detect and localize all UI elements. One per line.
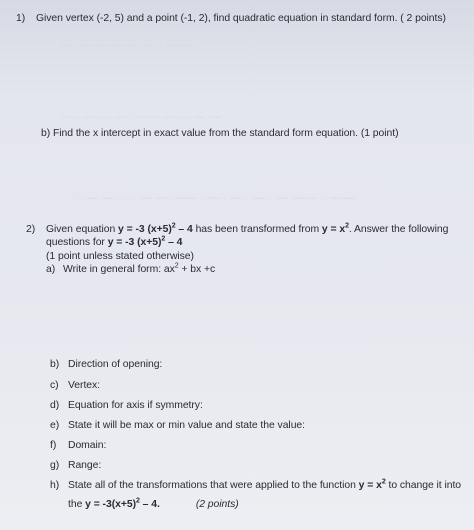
part-text: Direction of opening:: [68, 359, 163, 370]
question-number: 1): [16, 13, 26, 24]
given-equation: y = -3 $(x+5)^2 - 4$: [118, 222, 193, 235]
parent-function: $y = x^2$: [358, 478, 386, 491]
part-text: Write in general form: $ax^2$ + bx +c: [63, 262, 216, 275]
part-text: Range:: [68, 460, 102, 471]
question-number: 2): [26, 224, 36, 235]
given-equation: y = -3 $(x+5)^2 - 4$: [107, 235, 183, 248]
part-marker: f): [50, 440, 57, 451]
bleed-through-text: ·· — ·—·· ···· ·— —·· ·—— · ·—·· — ·· ·—·· ·— ·—·— ·· —·—·: [78, 193, 357, 204]
part-text: Vertex:: [68, 380, 100, 391]
part-marker: b): [50, 359, 60, 370]
part-marker: e): [50, 420, 60, 431]
parent-equation: $y = x^2$: [321, 222, 349, 235]
part-text: State all of the transformations that were applied to the function $y = x^2$ to change it into: [68, 478, 462, 491]
part-marker: c): [50, 380, 59, 391]
question-text: Given vertex (-2, 5) and a point (-1, 2), find quadratic equation in standard form. ( 2 points): [36, 13, 446, 24]
part-marker: g): [50, 460, 60, 471]
part-marker: d): [50, 400, 60, 411]
part-marker: h): [50, 480, 60, 491]
bleed-through-text: — ·· — ·— ··· —·· — ·· ·— —·: [60, 40, 195, 51]
part-text: State it will be max or min value and state the value:: [68, 420, 305, 431]
question-text: Given equation y = -3 $(x+5)^2 - 4$ has been transformed from $y = x^2$. Answer the following: [46, 222, 449, 235]
question-text: b) Find the x intercept in exact value from the standard form equation. (1 point): [41, 128, 399, 139]
part-text: Equation for axis if symmetry:: [68, 400, 203, 411]
part-marker: a): [46, 264, 56, 275]
points-label: (2 points): [195, 499, 239, 510]
bleed-through-text: —·· ·— ···· ·—·· —·— ·—·· ·· — ·—: [62, 112, 221, 123]
question-1b: [41, 127, 399, 140]
points-note: (1 point unless stated otherwise): [46, 251, 194, 262]
target-equation: $y = -3(x+5)^2 - 4$.: [85, 497, 160, 510]
part-h-line-2: the $y = -3(x+5)^2 - 4$. (2 points): [68, 497, 239, 510]
question-2-line-2: questions for y = -3 $(x+5)^2 - 4$: [46, 235, 183, 248]
part-text: Domain:: [68, 440, 107, 451]
